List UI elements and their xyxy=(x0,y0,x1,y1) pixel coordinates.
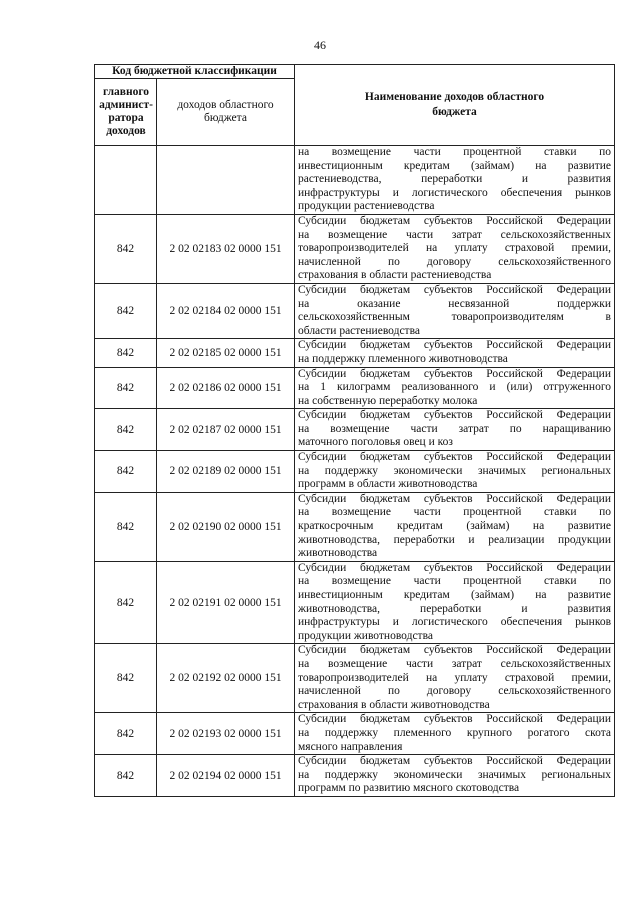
income-name-line: на поддержку экономически значимых региональных xyxy=(298,768,611,781)
income-name-line: программ по развитию мясного скотоводства xyxy=(298,782,520,795)
income-name-line: краткосрочным кредитам (займам) на развитие xyxy=(298,520,611,533)
income-name-cell xyxy=(295,755,615,797)
header-name xyxy=(295,65,615,146)
income-name-line: Субсидии бюджетам субъектов Российской Федерации xyxy=(298,755,611,768)
income-name-line: инвестиционным кредитам (займам) на развитие xyxy=(298,589,611,601)
income-name-line: области растениеводства xyxy=(298,324,420,337)
budget-classification-table xyxy=(94,64,615,797)
income-name-line: на поддержку племенного крупного рогатого скота xyxy=(298,726,611,739)
admin-code-cell: 842 xyxy=(95,492,157,561)
income-code-cell: 2 02 02185 02 0000 151 xyxy=(157,339,295,367)
income-name-line: Субсидии бюджетам субъектов Российской Федерации xyxy=(298,339,611,352)
income-name-line: Субсидии бюджетам субъектов Российской Федерации xyxy=(298,713,611,726)
income-code-cell: 2 02 02187 02 0000 151 xyxy=(157,409,295,451)
income-name-cell xyxy=(295,561,615,644)
income-code-cell: 2 02 02194 02 0000 151 xyxy=(157,755,295,797)
income-name-line: маточного поголовья овец и коз xyxy=(298,436,453,449)
income-code-cell: 2 02 02184 02 0000 151 xyxy=(157,283,295,338)
page-number: 46 xyxy=(314,38,326,52)
income-code-cell: 2 02 02190 02 0000 151 xyxy=(157,492,295,561)
admin-code-cell: 842 xyxy=(95,283,157,338)
table-row xyxy=(95,339,615,367)
income-name-line: растениеводства, переработки и развития xyxy=(298,173,611,186)
table-row xyxy=(95,146,615,215)
admin-code-cell xyxy=(95,146,157,215)
income-code-cell: 2 02 02193 02 0000 151 xyxy=(157,713,295,755)
income-name-line: на оказание несвязанной поддержки xyxy=(298,297,611,310)
income-name-line: на возмещение части затрат по наращиванию xyxy=(298,422,611,435)
income-name-line: на возмещение части затрат сельскохозяйственных xyxy=(298,657,611,670)
header-admin-text: главного админист-ратора доходов xyxy=(99,86,153,137)
table-row xyxy=(95,214,615,283)
income-code-cell xyxy=(157,146,295,215)
admin-code-cell: 842 xyxy=(95,755,157,797)
income-name-cell xyxy=(295,644,615,713)
income-name-line: страхования в области растениеводства xyxy=(298,269,492,282)
income-name-line: на возмещение части процентной ставки по xyxy=(298,575,611,588)
table-row xyxy=(95,283,615,338)
income-name-cell xyxy=(295,283,615,338)
income-name-line: инфраструктуры и логистического обеспечения рынков xyxy=(298,616,611,629)
income-name-line: продукции растениеводства xyxy=(298,200,435,213)
income-name-line: на возмещение части процентной ставки по xyxy=(298,146,611,158)
income-code-cell: 2 02 02191 02 0000 151 xyxy=(157,561,295,644)
admin-code-cell: 842 xyxy=(95,561,157,644)
income-name-line: Субсидии бюджетам субъектов Российской Федерации xyxy=(298,367,611,380)
income-name-line: Субсидии бюджетам субъектов Российской Федерации xyxy=(298,644,611,657)
table-row xyxy=(95,492,615,561)
income-name-line: программ в области животноводства xyxy=(298,478,478,491)
header-admin xyxy=(95,79,157,146)
table-row xyxy=(95,367,615,409)
income-name-line: Субсидии бюджетам субъектов Российской Федерации xyxy=(298,409,611,422)
income-name-line: начисленной по договору сельскохозяйственного xyxy=(298,255,611,268)
income-name-line: товаропроизводителей на уплату страховой премии, xyxy=(298,242,611,255)
admin-code-cell: 842 xyxy=(95,409,157,451)
income-code-cell: 2 02 02186 02 0000 151 xyxy=(157,367,295,409)
header-income-text: доходов областного бюджета xyxy=(177,99,274,124)
table-row xyxy=(95,409,615,451)
income-name-line: Субсидии бюджетам субъектов Российской Федерации xyxy=(298,214,611,227)
admin-code-cell: 842 xyxy=(95,339,157,367)
income-name-line: на возмещение части процентной ставки по xyxy=(298,506,611,519)
income-name-line: на поддержку племенного животноводства xyxy=(298,352,508,365)
admin-code-cell: 842 xyxy=(95,367,157,409)
table-row xyxy=(95,561,615,644)
income-name-line: сельскохозяйственным товаропроизводителям в xyxy=(298,311,611,324)
income-name-line: инвестиционным кредитам (займам) на развитие xyxy=(298,159,611,172)
income-code-cell: 2 02 02183 02 0000 151 xyxy=(157,214,295,283)
income-name-cell xyxy=(295,339,615,367)
income-name-line: начисленной по договору сельскохозяйственного xyxy=(298,685,611,698)
income-name-line: Субсидии бюджетам субъектов Российской Федерации xyxy=(298,492,611,505)
income-name-line: на 1 килограмм реализованного и (или) отгруженного xyxy=(298,381,611,394)
admin-code-cell: 842 xyxy=(95,713,157,755)
income-name-line: животноводства xyxy=(298,547,378,560)
income-name-cell xyxy=(295,146,615,215)
income-name-cell xyxy=(295,713,615,755)
income-name-line: на поддержку экономически значимых региональных xyxy=(298,464,611,477)
header-group-title: Код бюджетной классификации xyxy=(95,65,295,79)
header-name-text: Наименование доходов областного бюджета xyxy=(364,91,545,118)
income-name-line: Субсидии бюджетам субъектов Российской Федерации xyxy=(298,451,611,464)
table-row xyxy=(95,451,615,493)
income-name-line: мясного направления xyxy=(298,740,403,753)
income-name-cell xyxy=(295,214,615,283)
income-code-cell: 2 02 02189 02 0000 151 xyxy=(157,451,295,493)
income-name-line: товаропроизводителей на уплату страховой премии, xyxy=(298,671,611,684)
income-name-cell xyxy=(295,409,615,451)
income-name-line: на возмещение части затрат сельскохозяйственных xyxy=(298,228,611,241)
income-name-line: животноводства, переработки и развития xyxy=(298,602,611,615)
admin-code-cell: 842 xyxy=(95,451,157,493)
income-name-line: продукции животноводства xyxy=(298,629,433,642)
income-name-cell xyxy=(295,451,615,493)
income-name-cell xyxy=(295,492,615,561)
income-name-line: Субсидии бюджетам субъектов Российской Федерации xyxy=(298,561,611,574)
table-row xyxy=(95,755,615,797)
table-row xyxy=(95,713,615,755)
income-name-cell xyxy=(295,367,615,409)
income-code-cell: 2 02 02192 02 0000 151 xyxy=(157,644,295,713)
admin-code-cell: 842 xyxy=(95,644,157,713)
admin-code-cell: 842 xyxy=(95,214,157,283)
header-income xyxy=(157,79,295,146)
table-row xyxy=(95,644,615,713)
income-name-line: страхования в области животноводства xyxy=(298,698,490,711)
income-name-line: Субсидии бюджетам субъектов Российской Федерации xyxy=(298,283,611,296)
income-name-line: на собственную переработку молока xyxy=(298,394,478,407)
income-name-line: животноводства, переработки и реализации продукции xyxy=(298,533,611,546)
income-name-line: инфраструктуры и логистического обеспечения рынков xyxy=(298,186,611,199)
